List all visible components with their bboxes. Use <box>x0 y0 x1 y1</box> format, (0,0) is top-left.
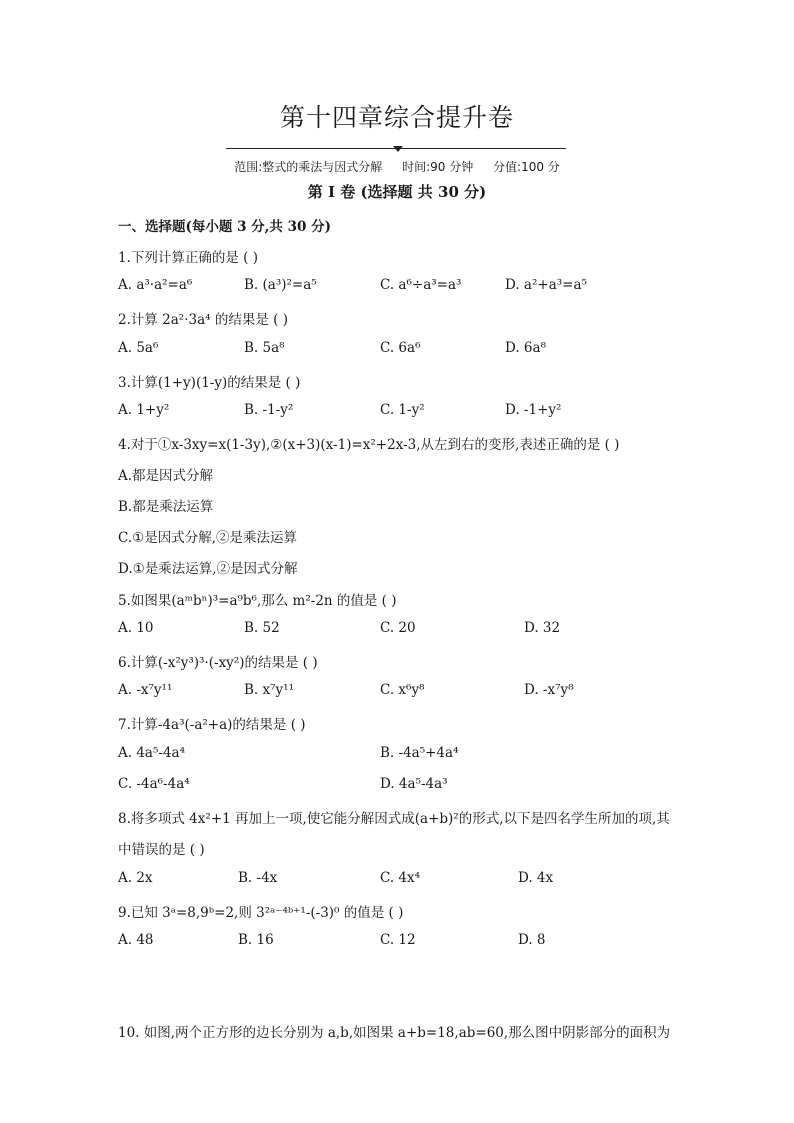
q4-option-a: A.都是因式分解 <box>118 468 214 484</box>
exam-score: 分值:100 分 <box>493 160 560 174</box>
q7-option-c: C. -4a⁶-4a⁴ <box>118 776 190 792</box>
q1-option-a: A. a³·a²=a⁶ <box>118 277 193 293</box>
q5-option-d: D. 32 <box>524 620 561 636</box>
q9-option-c: C. 12 <box>380 932 416 948</box>
question-1-stem: 1.下列计算正确的是 ( ) <box>118 250 258 266</box>
q8-option-a: A. 2x <box>118 870 153 886</box>
question-10-stem: 10. 如图,两个正方形的边长分别为 a,b,如图果 a+b=18,ab=60,那么图中阴影部分的面积为 <box>118 1025 671 1041</box>
question-2-stem: 2.计算 2a²·3a⁴ 的结果是 ( ) <box>118 312 288 328</box>
q4-option-c: C.①是因式分解,②是乘法运算 <box>118 530 298 546</box>
exam-meta <box>0 158 794 175</box>
page-title: 第十四章综合提升卷 <box>279 103 514 132</box>
section-heading: 一、选择题(每小题 3 分,共 30 分) <box>118 219 331 235</box>
q5-option-a: A. 10 <box>118 620 154 636</box>
q3-option-c: C. 1-y² <box>380 402 425 418</box>
question-9-stem: 9.已知 3ᵃ=8,9ᵇ=2,则 3²ᵃ⁻⁴ᵇ⁺¹-(-3)⁰ 的值是 ( ) <box>118 905 404 921</box>
q9-option-b: B. 16 <box>238 932 274 948</box>
q3-option-a: A. 1+y² <box>118 402 170 418</box>
rule-marker <box>393 146 403 152</box>
q5-option-b: B. 52 <box>244 620 280 636</box>
q4-option-d: D.①是乘法运算,②是因式分解 <box>118 561 298 577</box>
q3-option-b: B. -1-y² <box>244 402 294 418</box>
q3-option-d: D. -1+y² <box>505 402 562 418</box>
q6-option-a: A. -x⁷y¹¹ <box>118 682 173 698</box>
q9-option-d: D. 8 <box>518 932 546 948</box>
q2-option-d: D. 6a⁸ <box>505 340 546 356</box>
q1-option-b: B. (a³)²=a⁵ <box>244 277 317 293</box>
q9-option-a: A. 48 <box>118 932 154 948</box>
q7-option-a: A. 4a⁵-4a⁴ <box>118 745 185 761</box>
q7-option-b: B. -4a⁵+4a⁴ <box>380 745 459 761</box>
q4-option-b: B.都是乘法运算 <box>118 499 214 515</box>
q8-option-c: C. 4x⁴ <box>380 870 421 886</box>
q6-option-c: C. x⁶y⁸ <box>380 682 425 698</box>
question-5-stem: 5.如图果(aᵐbⁿ)³=a⁹b⁶,那么 m²-2n 的值是 ( ) <box>118 593 397 609</box>
question-4-stem: 4.对于①x-3xy=x(1-3y),②(x+3)(x-1)=x²+2x-3,从左到右的变形,表述正确的是 ( ) <box>118 437 620 453</box>
question-7-stem: 7.计算-4a³(-a²+a)的结果是 ( ) <box>118 717 306 733</box>
question-3-stem: 3.计算(1+y)(1-y)的结果是 ( ) <box>118 375 301 391</box>
q5-option-c: C. 20 <box>380 620 416 636</box>
q2-option-b: B. 5a⁸ <box>244 340 285 356</box>
q6-option-d: D. -x⁷y⁸ <box>524 682 574 698</box>
question-8-stem: 8.将多项式 4x²+1 再加上一项,使它能分解因式成(a+b)²的形式,以下是四名学生所加的项,其 <box>118 811 670 827</box>
volume-heading: 第 I 卷 (选择题 共 30 分) <box>307 183 487 201</box>
exam-time: 时间:90 分钟 <box>402 160 474 174</box>
question-6-stem: 6.计算(-x²y³)³·(-xy²)的结果是 ( ) <box>118 655 318 671</box>
q2-option-c: C. 6a⁶ <box>380 340 421 356</box>
question-8-stem-cont: 中错误的是 ( ) <box>118 842 205 858</box>
q1-option-d: D. a²+a³=a⁵ <box>505 277 587 293</box>
q2-option-a: A. 5a⁶ <box>118 340 159 356</box>
q8-option-d: D. 4x <box>518 870 554 886</box>
q6-option-b: B. x⁷y¹¹ <box>244 682 294 698</box>
q8-option-b: B. -4x <box>238 870 278 886</box>
q7-option-d: D. 4a⁵-4a³ <box>380 776 448 792</box>
exam-range: 范围:整式的乘法与因式分解 <box>234 160 383 174</box>
q1-option-c: C. a⁶÷a³=a³ <box>380 277 462 293</box>
